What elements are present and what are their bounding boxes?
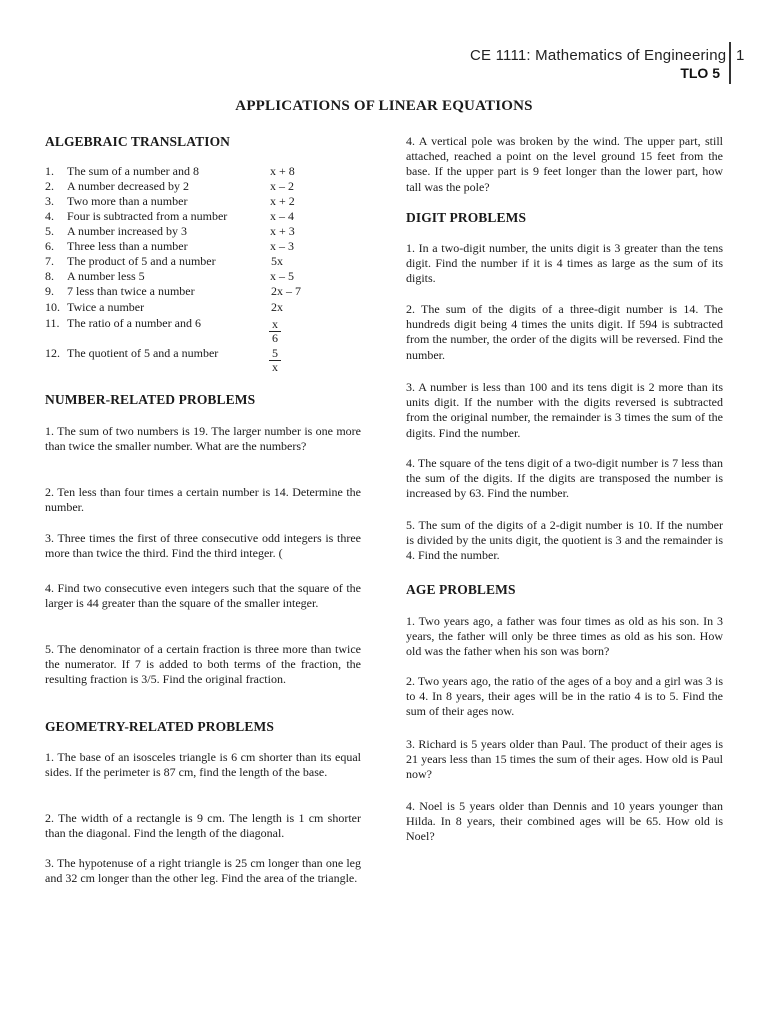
item-number: 5. — [45, 224, 54, 238]
item-phrase: Twice a number — [67, 300, 145, 314]
age-problems-heading: AGE PROBLEMS — [406, 582, 516, 597]
item-number: 8. — [45, 269, 54, 283]
item-phrase: A number less 5 — [67, 269, 145, 283]
geometry-problem-4: 4. A vertical pole was broken by the wind. The upper part, still attached, reached a point on the level ground 15 feet from the base. If the upper part is 9 feet longer than the lower part, how tall was the pole? — [406, 134, 723, 194]
tlo-label: TLO 5 — [680, 65, 720, 81]
item-number: 3. — [45, 194, 54, 208]
item-expression: x – 3 — [270, 239, 294, 253]
item-phrase: The ratio of a number and 6 — [67, 316, 201, 330]
number-problem-3: 3. Three times the first of three consecutive odd integers is three more than twice the third. Find the third integer. ( — [45, 531, 361, 561]
fraction-x-over-6 — [269, 318, 281, 345]
item-number: 11. — [45, 316, 60, 330]
item-phrase: Four is subtracted from a number — [67, 209, 228, 223]
header-divider — [729, 42, 731, 84]
item-expression: x – 5 — [270, 269, 294, 283]
fraction-denominator: x — [272, 360, 278, 374]
number-problem-2: 2. Ten less than four times a certain number is 14. Determine the number. — [45, 485, 361, 515]
digit-problem-1: 1. In a two-digit number, the units digit is 3 greater than the tens digit. Find the number if it is 4 times as large as the sum of its digits. — [406, 241, 723, 286]
item-expression: 5x — [271, 254, 283, 268]
digit-problems-heading: DIGIT PROBLEMS — [406, 210, 527, 225]
age-problem-4: 4. Noel is 5 years older than Dennis and 10 years younger than Hilda. In 8 years, their combined ages will be 65. How old is Noel? — [406, 799, 723, 844]
item-expression: 2x – 7 — [271, 284, 301, 298]
geometry-problem-1: 1. The base of an isosceles triangle is 6 cm shorter than its equal sides. If the perimeter is 87 cm, find the length of the base. — [45, 750, 361, 780]
page-number: 1 — [736, 47, 745, 64]
item-phrase: Three less than a number — [67, 239, 188, 253]
item-number: 9. — [45, 284, 54, 298]
number-problem-5: 5. The denominator of a certain fraction is three more than twice the numerator. If 7 is added to both terms of the fraction, the resulting fraction is 3/5. Find the original fraction. — [45, 642, 361, 687]
item-number: 6. — [45, 239, 54, 253]
digit-problem-4: 4. The square of the tens digit of a two-digit number is 7 less than the sum of the digits. If the digits are transposed the number is increased by 63. Find the number. — [406, 456, 723, 501]
fraction-numerator: x — [269, 318, 281, 332]
digit-problem-5: 5. The sum of the digits of a 2-digit number is 10. If the number is divided by the units digit, the quotient is 3 and the remainder is 4. Find the number. — [406, 518, 723, 563]
item-phrase: 7 less than twice a number — [67, 284, 195, 298]
number-problem-4: 4. Find two consecutive even integers such that the square of the larger is 44 greater than the square of the smaller integer. — [45, 581, 361, 611]
fraction-denominator: 6 — [272, 331, 278, 345]
geometry-related-heading: GEOMETRY-RELATED PROBLEMS — [45, 719, 274, 734]
item-phrase: The sum of a number and 8 — [67, 164, 199, 178]
algebraic-translation-heading: ALGEBRAIC TRANSLATION — [45, 134, 231, 149]
item-expression: x – 2 — [270, 179, 294, 193]
item-phrase: The product of 5 and a number — [67, 254, 216, 268]
document-title: APPLICATIONS OF LINEAR EQUATIONS — [235, 98, 533, 114]
fraction-5-over-x — [269, 347, 281, 374]
item-expression: 2x — [271, 300, 283, 314]
item-expression: x + 8 — [270, 164, 295, 178]
course-title: CE 1111: Mathematics of Engineering — [470, 47, 727, 64]
item-number: 2. — [45, 179, 54, 193]
item-phrase: A number increased by 3 — [67, 224, 187, 238]
digit-problem-2: 2. The sum of the digits of a three-digit number is 14. The hundreds digit being 4 times the units digit. If 594 is subtracted from the number, the order of the digits will be reversed. Find the number. — [406, 302, 723, 362]
item-phrase: A number decreased by 2 — [67, 179, 189, 193]
number-problem-1: 1. The sum of two numbers is 19. The larger number is one more than twice the smaller number. What are the numbers? — [45, 424, 361, 454]
geometry-problem-3: 3. The hypotenuse of a right triangle is 25 cm longer than one leg and 32 cm longer than the other leg. Find the area of the triangle. — [45, 856, 361, 886]
number-related-heading: NUMBER-RELATED PROBLEMS — [45, 392, 256, 407]
age-problem-2: 2. Two years ago, the ratio of the ages of a boy and a girl was 3 is to 4. In 8 years, their ages will be in the ratio 4 is to 5. Find the sum of their ages now. — [406, 674, 723, 719]
item-number: 12. — [45, 346, 60, 360]
digit-problem-3: 3. A number is less than 100 and its tens digit is 2 more than its units digit. If the number with the digits reversed is subtracted from the original number, the remainder is 3 times the sum of the digits. Find the number. — [406, 380, 723, 440]
item-phrase: The quotient of 5 and a number — [67, 346, 219, 360]
fraction-numerator: 5 — [269, 347, 281, 361]
item-number: 10. — [45, 300, 60, 314]
item-number: 4. — [45, 209, 54, 223]
age-problem-1: 1. Two years ago, a father was four times as old as his son. In 3 years, the father will only be three times as old as his son. How old was the father when his son was born? — [406, 614, 723, 659]
item-number: 1. — [45, 164, 54, 178]
item-expression: x – 4 — [270, 209, 294, 223]
geometry-problem-2: 2. The width of a rectangle is 9 cm. The length is 1 cm shorter than the diagonal. Find the length of the diagonal. — [45, 811, 361, 841]
item-expression: x + 3 — [270, 224, 295, 238]
item-number: 7. — [45, 254, 54, 268]
item-phrase: Two more than a number — [67, 194, 188, 208]
age-problem-3: 3. Richard is 5 years older than Paul. The product of their ages is 21 years less than 15 times the sum of their ages. How old is Paul now? — [406, 737, 723, 782]
item-expression: x + 2 — [270, 194, 295, 208]
